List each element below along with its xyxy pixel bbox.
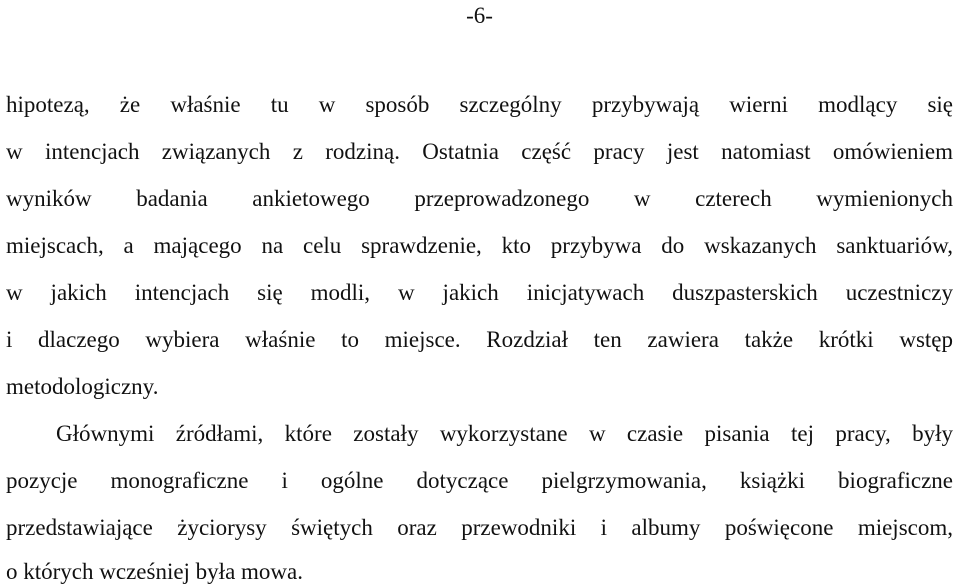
text-line: i dlaczego wybiera właśnie to miejsce. Rozdział ten zawiera także krótki wstęp [6,327,953,352]
text-line: Głównymi źródłami, które zostały wykorzystane w czasie pisania tej pracy, były [56,421,953,446]
text-line: w intencjach związanych z rodziną. Ostatnia część pracy jest natomiast omówieniem [6,139,953,164]
text-line: wyników badania ankietowego przeprowadzonego w czterech wymienionych [6,186,953,211]
text-line: o których wcześniej była mowa. [6,559,303,584]
page-number: -6- [466,3,493,28]
text-line: w jakich intencjach się modli, w jakich inicjatywach duszpasterskich uczestniczy [6,280,953,305]
text-line: przedstawiające życiorysy świętych oraz przewodniki i albumy poświęcone miejscom, [6,515,953,540]
text-line: hipotezą, że właśnie tu w sposób szczególny przybywają wierni modlący się [6,92,953,117]
text-line: miejscach, a mającego na celu sprawdzenie, kto przybywa do wskazanych sanktuariów, [6,233,953,258]
text-line: pozycje monograficzne i ogólne dotyczące pielgrzymowania, książki biograficzne [6,468,953,493]
text-line: metodologiczny. [6,374,159,399]
